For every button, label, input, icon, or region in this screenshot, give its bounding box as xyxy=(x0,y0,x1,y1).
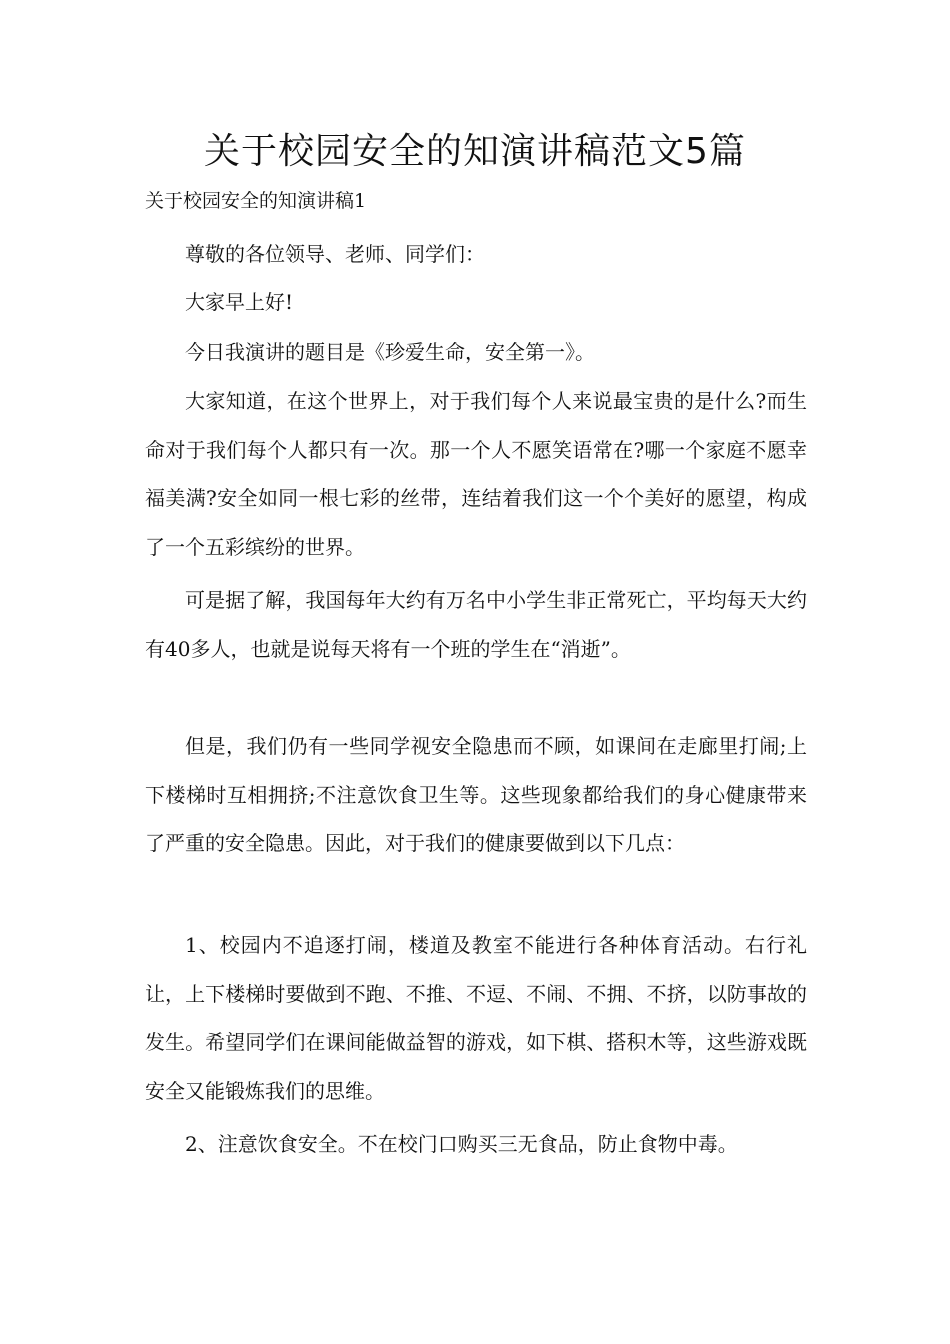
paragraph-good-morning: 大家早上好! xyxy=(185,290,294,314)
paragraph-rule-one: 1、校园内不追逐打闹，楼道及教室不能进行各种体育活动。右行礼让，上下楼梯时要做到不跑、不推、不逗、不闹、不拥、不挤，以防事故的发生。希望同学们在课间能做益智的游戏，如下棋、搭积木等，这些游戏既安全又能锻炼我们的思维。 xyxy=(145,933,807,1103)
speech-subtitle: 关于校园安全的知演讲稿1 xyxy=(145,190,367,212)
paragraph-statistics: 可是据了解，我国每年大约有万名中小学生非正常死亡，平均每天大约有40多人，也就是说每天将有一个班的学生在“消逝”。 xyxy=(145,588,807,661)
document-title: 关于校园安全的知演讲稿范文5篇 xyxy=(204,131,746,172)
paragraph-life-value: 大家知道，在这个世界上，对于我们每个人来说最宝贵的是什么?而生命对于我们每个人都只有一次。那一个人不愿笑语常在?哪一个家庭不愿幸福美满?安全如同一根七彩的丝带，连结着我们这一个个美好的愿望，构成了一个五彩缤纷的世界。 xyxy=(145,389,807,559)
paragraph-greeting: 尊敬的各位领导、老师、同学们： xyxy=(185,242,485,266)
paragraph-hazards: 但是，我们仍有一些同学视安全隐患而不顾，如课间在走廊里打闹;上下楼梯时互相拥挤;不注意饮食卫生等。这些现象都给我们的身心健康带来了严重的安全隐患。因此，对于我们的健康要做到以下几点： xyxy=(145,734,807,855)
paragraph-topic: 今日我演讲的题目是《珍爱生命，安全第一》。 xyxy=(185,340,595,364)
paragraph-rule-two: 2、注意饮食安全。不在校门口购买三无食品，防止食物中毒。 xyxy=(185,1132,738,1156)
